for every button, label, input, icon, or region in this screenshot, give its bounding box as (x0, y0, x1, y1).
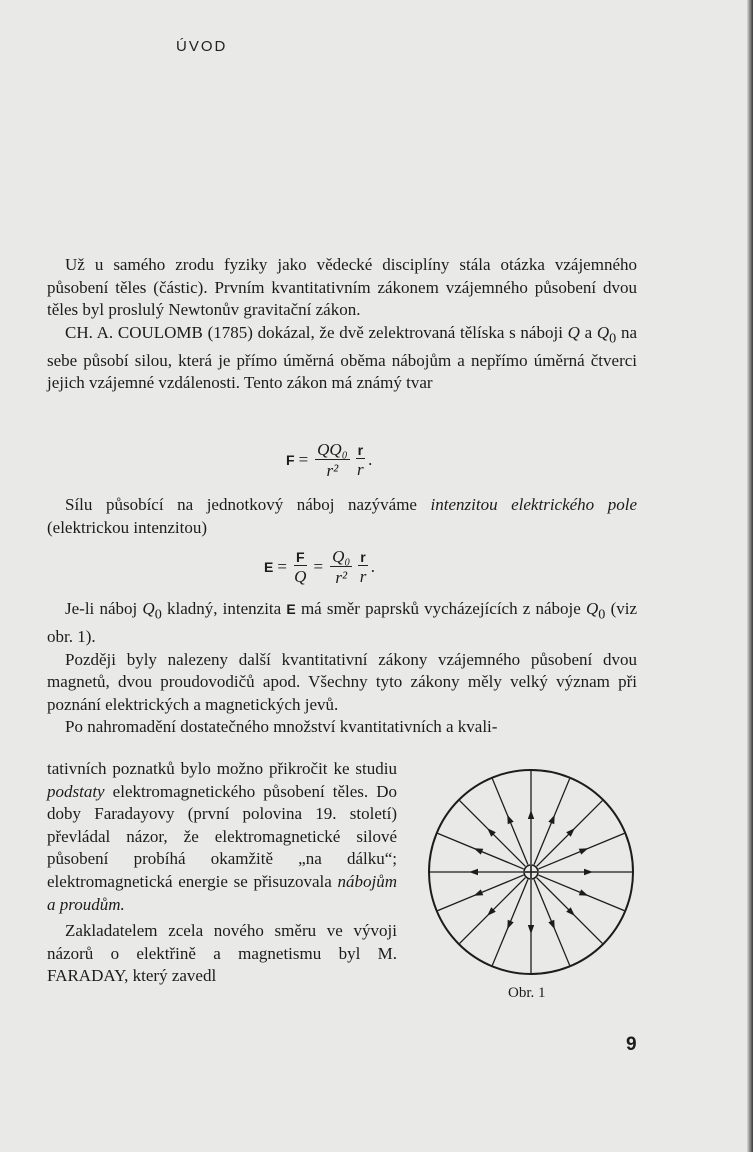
field-arrowhead (469, 869, 478, 875)
paragraph-nature: tativních poznatků bylo možno přikročit ke studiu podstaty elektromagnetického působení těles. Do doby Faradayovy (první polovina 19. století) převládal názor, že elektromagnetické silové působení probíhá okamžitě „na dálku“; elektromagnetická energie se přisuzovala nábojům a proudům. (47, 759, 397, 914)
field-arrowhead (507, 920, 513, 930)
figure-radial-field (425, 766, 637, 978)
equation-intensity: E = $\frac{F}{Q}$ = $\frac{\text{Q₀}}{\text{r²}}$ $\frac{r}{r}$ . (264, 547, 375, 587)
figure-caption: Obr. 1 (508, 985, 546, 1001)
paragraph-coulomb: CH. A. COULOMB (1785) dokázal, že dvě zelektrovaná tělíska s náboji Q a $Q_0$ na sebe působí silou, která je přímo úměrná oběma nábojům a nepřímo úměrná čtverci jejich vzájemné vzdálenosti. Tento zákon má známý tvar (47, 322, 638, 393)
equation-coulomb: F = $\frac{\text{QQ₀}}{\text{r²}}$ $\frac{r}{r}$ . (286, 440, 373, 480)
paragraph-faraday: Zakladatelem zcela nového směru ve vývoji názorů o elektřině a magnetismu byl M. FARADAY, který zavedl (47, 921, 397, 986)
running-header: ÚVOD (176, 38, 228, 55)
field-arrowhead (548, 920, 554, 930)
page-edge (747, 0, 753, 1152)
paragraph-accumulation-line: Po nahromadění dostatečného množství kvantitativních a kvali- (65, 717, 498, 737)
text-block-wrapped (47, 758, 397, 988)
field-arrowhead (584, 869, 593, 875)
field-arrowhead (579, 848, 589, 854)
paragraph-direction: Je-li náboj $Q_0$ kladný, intenzita E má směr paprsků vycházejících z náboje $Q_0$ (viz obr. 1). (47, 599, 637, 646)
paragraph-intro: Už u samého zrodu fyziky jako vědecké disciplíny stála otázka vzájemného působení těles (částic). Prvním kvantitativním zákonem vzájemného působení dvou těles byl proslulý Newtonův gravitační zákon. (47, 255, 637, 320)
field-arrowhead (579, 889, 589, 895)
paragraph-magnets: Později byly nalezeny další kvantitativní zákony vzájemného působení dvou magnetů, dvou proudovodičů apod. Všechny tyto zákony měly velký význam při poznání elektrických a magnetických jevů. (47, 649, 637, 714)
paragraph-intensity: Sílu působící na jednotkový náboj nazýváme intenzitou elektrického pole (elektrickou intenzitou) (47, 495, 637, 537)
field-arrowhead (507, 815, 513, 825)
text-block-intensity (47, 494, 637, 539)
page-number: 9 (626, 1034, 637, 1055)
field-arrowhead (528, 925, 534, 934)
field-arrowhead (474, 848, 484, 854)
text-block-top (47, 254, 637, 395)
field-arrowhead (528, 810, 534, 819)
field-arrowhead (548, 815, 554, 825)
text-block-middle (47, 598, 637, 739)
field-arrowhead (474, 889, 484, 895)
